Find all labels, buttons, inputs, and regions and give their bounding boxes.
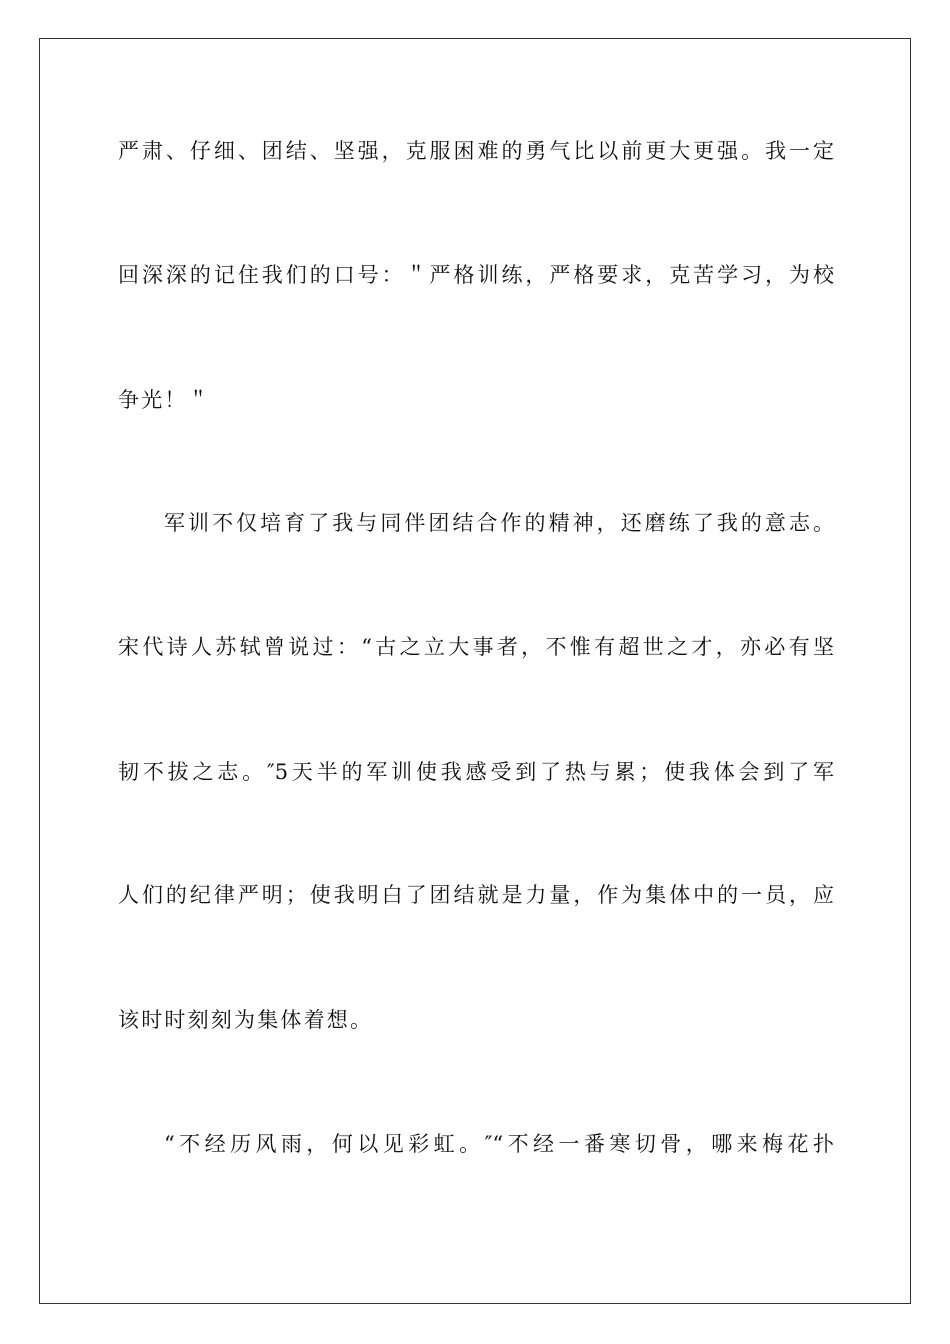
text-line-7: 人们的纪律严明；使我明白了团结就是力量，作为集体中的一员，应	[118, 883, 834, 907]
text-line-6: 韧不拔之志。″5天半的军训使我感受到了热与累；使我体会到了军	[118, 760, 834, 784]
paragraph-indent-line-1: 军训不仅培育了我与同伴团结合作的精神，还磨练了我的意志。	[164, 511, 834, 535]
text-line-5: 宋代诗人苏轼曾说过：“古之立大事者，不惟有超世之才，亦必有坚	[118, 635, 834, 659]
paragraph-indent-line-2: “不经历风雨，何以见彩虹。″“不经一番寒切骨，哪来梅花扑	[164, 1132, 834, 1156]
text-line-2: 回深深的记住我们的口号：＂严格训练，严格要求，克苦学习，为校	[118, 263, 834, 287]
text-line-3: 争光！＂	[118, 388, 211, 412]
text-line-8: 该时时刻刻为集体着想。	[118, 1008, 374, 1032]
page-frame	[39, 38, 911, 1304]
text-line-1: 严肃、仔细、团结、坚强，克服困难的勇气比以前更大更强。我一定	[118, 139, 834, 163]
